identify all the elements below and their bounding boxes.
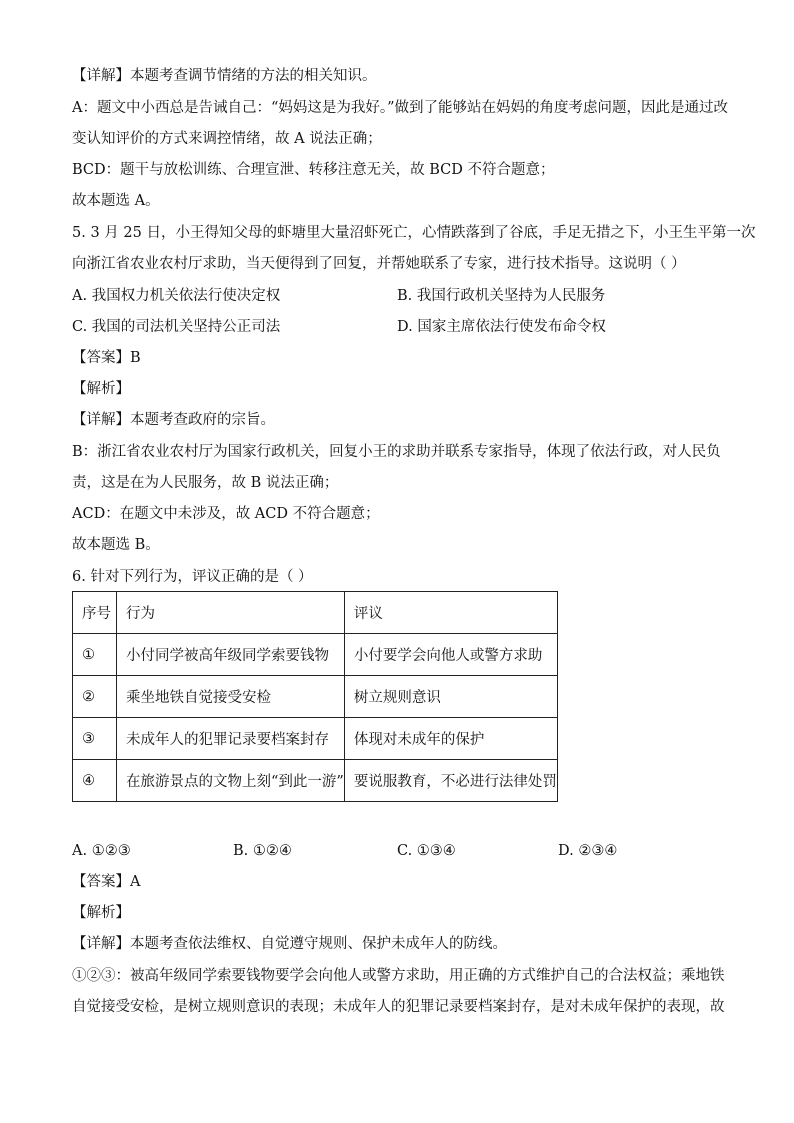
- question-6-option-d: D. ②③④: [558, 843, 618, 859]
- table-cell: 小付同学被高年级同学索要钱物: [117, 634, 345, 676]
- explanation-line: 责，这是在为人民服务，故 B 说法正确；: [72, 475, 339, 491]
- behavior-table: [72, 591, 558, 802]
- question-5-detail-heading: 【详解】本题考查政府的宗旨。: [72, 412, 275, 428]
- table-header-cell: 行为: [117, 592, 345, 634]
- question-5-analysis-heading: 【解析】: [72, 381, 130, 397]
- table-cell: 树立规则意识: [344, 676, 557, 718]
- table-cell: ④: [73, 760, 117, 802]
- table-header-cell: 评议: [344, 592, 557, 634]
- question-5-option-b: B. 我国行政机关坚持为人民服务: [397, 288, 606, 304]
- question-5-option-a: A. 我国权力机关依法行使决定权: [72, 288, 281, 304]
- question-6-stem: 6. 针对下列行为，评议正确的是（ ）: [72, 569, 313, 585]
- table-row: [73, 676, 558, 718]
- table-cell: 小付要学会向他人或警方求助: [344, 634, 557, 676]
- explanation-line: 变认知评价的方式来调控情绪，故 A 说法正确；: [72, 131, 382, 147]
- question-6-option-c: C. ①③④: [397, 843, 456, 859]
- table-cell: 未成年人的犯罪记录要档案封存: [117, 718, 345, 760]
- table-row: [73, 760, 558, 802]
- question-6-detail-heading: 【详解】本题考查依法维权、自觉遵守规则、保护未成年人的防线。: [72, 936, 507, 952]
- table-header-cell: 序号: [73, 592, 117, 634]
- table-cell: ①: [73, 634, 117, 676]
- question-5-stem: 5. 3 月 25 日，小王得知父母的虾塘里大量沼虾死亡，心情跌落到了谷底，手足无措之下，小王生平第一次: [72, 225, 756, 241]
- explanation-line: B：浙江省农业农村厅为国家行政机关，回复小王的求助并联系专家指导，体现了依法行政，对人民负: [72, 444, 721, 460]
- explanation-line: ①②③：被高年级同学索要钱物要学会向他人或警方求助，用正确的方式维护自己的合法权益；乘地铁: [72, 968, 725, 984]
- question-6-option-a: A. ①②③: [72, 843, 131, 859]
- explanation-line: BCD：题干与放松训练、合理宣泄、转移注意无关，故 BCD 不符合题意；: [72, 162, 555, 178]
- explanation-line: ACD：在题文中未涉及，故 ACD 不符合题意；: [72, 506, 380, 522]
- explanation-line: 自觉接受安检，是树立规则意识的表现；未成年人的犯罪记录要档案封存，是对未成年保护的表现，故: [72, 999, 725, 1015]
- question-6-answer: 【答案】A: [72, 874, 141, 890]
- table-cell: ②: [73, 676, 117, 718]
- question-6-analysis-heading: 【解析】: [72, 905, 130, 921]
- question-5-option-d: D. 国家主席依法行使发布命令权: [397, 319, 606, 335]
- table-cell: 要说服教育，不必进行法律处罚: [344, 760, 557, 802]
- question-6-option-b: B. ①②④: [233, 843, 292, 859]
- table-cell: 乘坐地铁自觉接受安检: [117, 676, 345, 718]
- table-cell: 在旅游景点的文物上刻“到此一游”: [117, 760, 345, 802]
- question-5-answer: 【答案】B: [72, 350, 141, 366]
- conclusion-line: 故本题选 B。: [72, 537, 160, 553]
- table-row: [73, 634, 558, 676]
- table-header-row: [73, 592, 558, 634]
- conclusion-line: 故本题选 A。: [72, 193, 160, 209]
- question-5-stem: 向浙江省农业农村厅求助，当天便得到了回复，并帮她联系了专家，进行技术指导。这说明（ ）: [72, 256, 686, 272]
- table-row: [73, 718, 558, 760]
- table-cell: ③: [73, 718, 117, 760]
- table-cell: 体现对未成年的保护: [344, 718, 557, 760]
- detail-heading: 【详解】本题考查调节情绪的方法的相关知识。: [72, 68, 377, 84]
- question-5-option-c: C. 我国的司法机关坚持公正司法: [72, 319, 281, 335]
- explanation-line: A：题文中小西总是告诫自己：“妈妈这是为我好。”做到了能够站在妈妈的角度考虑问题，因此是通过改: [72, 100, 729, 116]
